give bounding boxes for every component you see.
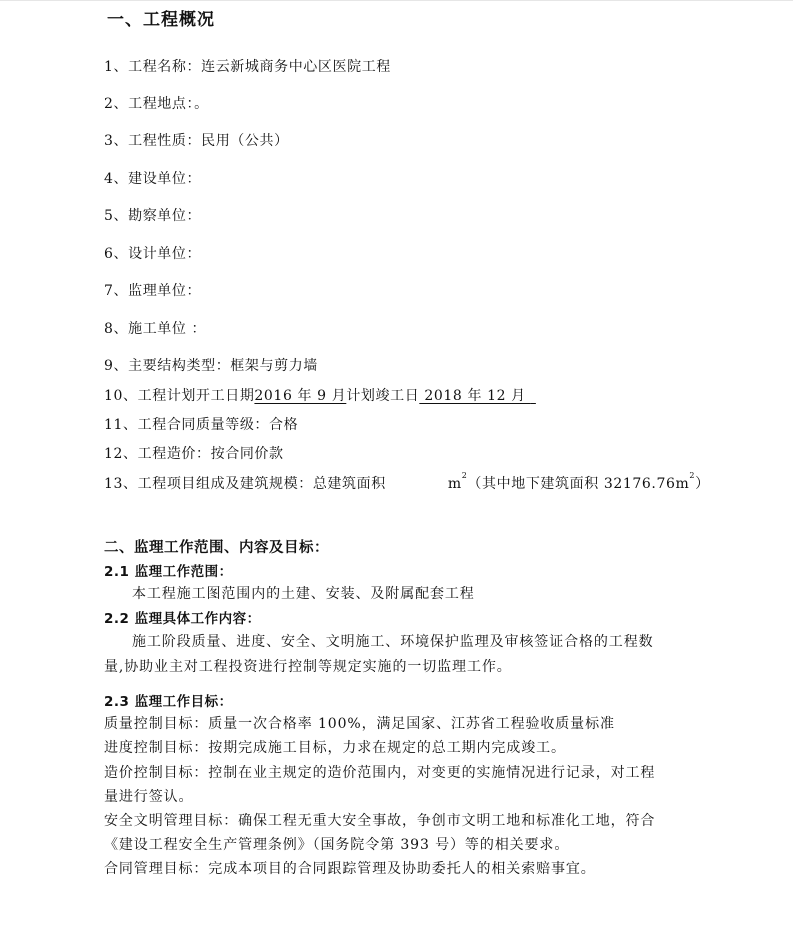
work-content-heading: 2.2 监理具体工作内容：	[104, 611, 261, 627]
contract-goal: 合同管理目标：完成本项目的合同跟踪管理及协助委托人的相关索赔事宜。	[104, 861, 596, 877]
page-top-border	[0, 0, 793, 1]
goals-heading: 2.3 监理工作目标：	[104, 694, 233, 710]
scope-text: 本工程施工图范围内的土建、安装、及附属配套工程	[132, 586, 475, 602]
underground-area: （其中地下建筑面积 32176.76m	[467, 476, 690, 492]
work-content-line2: 量,协助业主对工程投资进行控制等规定实施的一切监理工作。	[104, 659, 512, 675]
schedule-goal: 进度控制目标：按期完成施工目标，力求在规定的总工期内完成竣工。	[104, 740, 566, 756]
area-unit-sup: 2	[461, 471, 468, 480]
scale-close: ）	[695, 476, 710, 492]
end-date-underline-tail	[531, 388, 553, 404]
cost-goal-line1: 造价控制目标：控制在业主规定的造价范围内，对变更的实施情况进行记录，对工程	[104, 765, 656, 781]
planned-start-date: 2016 年 9 月	[254, 388, 347, 404]
supervision-unit-line: 7、监理单位：	[104, 283, 202, 299]
project-location-line: 2、工程地点：。	[104, 96, 209, 112]
cost-goal-line2: 量进行签认。	[104, 789, 194, 805]
project-nature-line: 3、工程性质：民用（公共）	[104, 133, 289, 149]
section1-title: 一、工程概况	[107, 10, 215, 30]
work-content-line1: 施工阶段质量、进度、安全、文明施工、环境保护监理及审核签证合格的工程数	[132, 634, 654, 650]
safety-goal-line2: 《建设工程安全生产管理条例》（国务院令第 393 号）等的相关要求。	[104, 837, 570, 853]
area-unit: m	[447, 476, 462, 492]
project-scale-line	[104, 473, 710, 493]
planned-end-date: 2018 年 12 月	[419, 388, 531, 404]
scale-prefix: 13、工程项目组成及建筑规模：总建筑面积	[104, 476, 386, 492]
construction-unit-line: 8、施工单位 ：	[104, 321, 207, 337]
quality-goal: 质量控制目标：质量一次合格率 100%，满足国家、江苏省工程验收质量标准	[104, 716, 615, 732]
quality-grade-line: 11、工程合同质量等级：合格	[104, 417, 299, 433]
project-cost-line: 12、工程造价：按合同价款	[104, 446, 284, 462]
design-unit-line: 6、设计单位：	[104, 246, 202, 262]
scope-heading: 2.1 监理工作范围：	[104, 564, 233, 580]
schedule-prefix: 10、工程计划开工日期	[104, 388, 255, 404]
survey-unit-line: 5、勘察单位：	[104, 208, 202, 224]
project-name-line: 1、工程名称：连云新城商务中心区医院工程	[104, 59, 391, 75]
structure-type-line: 9、主要结构类型：框架与剪力墙	[104, 358, 318, 374]
underground-area-sup: 2	[689, 471, 696, 480]
owner-unit-line: 4、建设单位：	[104, 171, 202, 187]
schedule-middle: 计划竣工日	[346, 388, 420, 404]
section2-title: 二、监理工作范围、内容及目标：	[104, 540, 329, 556]
schedule-line	[104, 385, 553, 405]
safety-goal-line1: 安全文明管理目标：确保工程无重大安全事故，争创市文明工地和标准化工地，符合	[104, 813, 656, 829]
